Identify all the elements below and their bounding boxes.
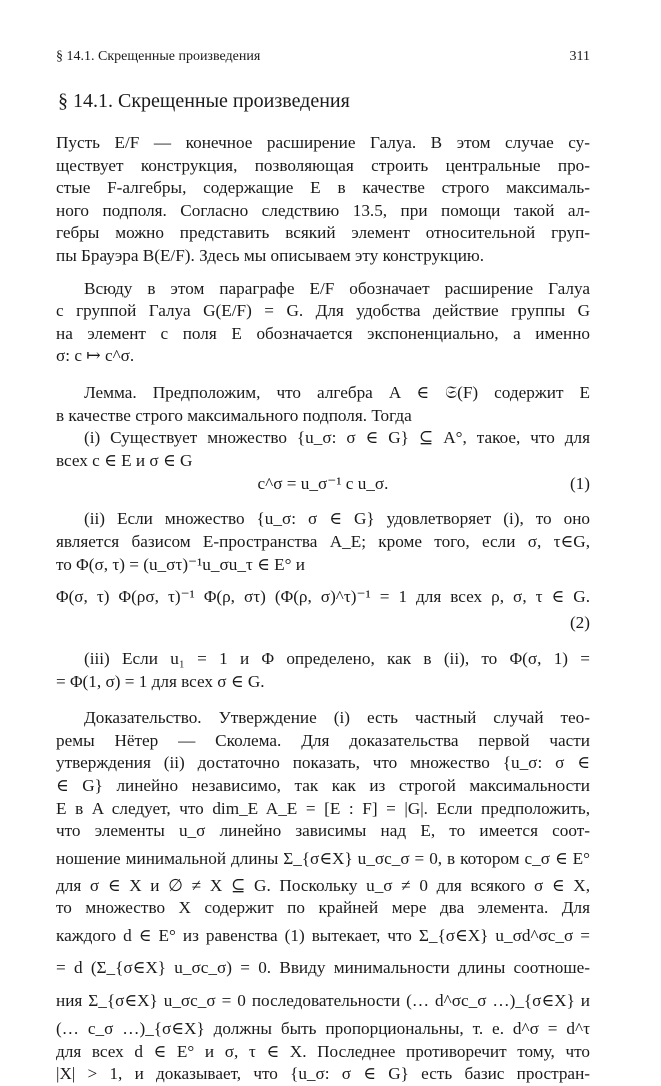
equation-number: (2): [569, 613, 590, 633]
text-line: ∈ G} линейно независимо, так как из строгой максимальности: [56, 776, 590, 796]
page-number: 311: [569, 49, 590, 64]
text-line: является базисом E-пространства A_E; кроме того, если σ, τ∈G,: [56, 531, 590, 551]
text-line: = Φ(1, σ) = 1 для всех σ ∈ G.: [56, 671, 265, 691]
equation-formula: Φ(σ, τ) Φ(ρσ, τ)⁻¹ Φ(ρ, στ) (Φ(ρ, σ)^τ)⁻¹ = 1 для всех ρ, σ, τ ∈ G.: [56, 587, 590, 607]
text-line: то Φ(σ, τ) = (u_στ)⁻¹u_σu_τ ∈ E° и: [56, 554, 306, 574]
running-head: [56, 48, 590, 66]
text-line: с группой Галуа G(E/F) = G. Для удобства действие группы G: [56, 301, 590, 321]
text-line: E в A следует, что dim_E A_E = [E : F] = |G|. Если предположить,: [56, 798, 590, 818]
text-line: для σ ∈ X и ∅ ≠ X ⊆ G. Поскольку u_σ ≠ 0 для всякого σ ∈ X,: [56, 875, 590, 895]
text-line: то множество X содержит по крайней мере два элемента. Для: [56, 898, 590, 918]
text-line: (ii) Если множество {u_σ: σ ∈ G} удовлетворяет (i), то оно: [84, 509, 590, 529]
text-line: Лемма. Предположим, что алгебра A ∈ 𝔖(F) содержит E: [84, 382, 590, 402]
text-line: Доказательство. Утверждение (i) есть частный случай тео-: [84, 708, 590, 728]
text-line: (i) Существует множество {u_σ: σ ∈ G} ⊆ A°, такое, что для: [84, 428, 590, 448]
equation-number: (1): [569, 474, 590, 494]
equation-formula: c^σ = u_σ⁻¹ c u_σ.: [257, 474, 389, 494]
text-line: ношение минимальной длины Σ_{σ∈X} u_σc_σ = 0, в котором c_σ ∈ E°: [56, 848, 590, 868]
text-line: ния Σ_{σ∈X} u_σc_σ = 0 последовательности (… d^σc_σ …)_{σ∈X} и: [56, 991, 590, 1011]
text-line: (… c_σ …)_{σ∈X} должны быть пропорциональны, т. е. d^σ = d^τ: [56, 1019, 590, 1039]
text-line: σ: c ↦ c^σ.: [56, 346, 135, 366]
lemma-statement: [56, 382, 590, 472]
text-line: в качестве строго максимального подполя. Тогда: [56, 405, 412, 425]
lemma-part-ii: [56, 508, 590, 576]
text-line: пы Брауэра B(E/F). Здесь мы описываем эту конструкцию.: [56, 245, 485, 265]
book-page: [56, 48, 590, 1086]
text-line: ществует конструкция, позволяющая строить центральные про-: [56, 155, 590, 175]
paragraph-intro: [56, 132, 590, 268]
text-line: (iii) Если u₁ = 1 и Φ определено, как в (ii), то Φ(σ, 1) =: [84, 649, 590, 669]
text-line: = d (Σ_{σ∈X} u_σc_σ) = 0. Ввиду минимальности длины соотноше-: [56, 958, 590, 978]
text-line: ремы Нётер — Сколема. Для доказательства первой части: [56, 730, 590, 750]
text-line: каждого d ∈ E° из равенства (1) вытекает, что Σ_{σ∈X} u_σd^σc_σ =: [56, 926, 590, 946]
text-line: гебры можно представить всякий элемент относительной груп-: [56, 223, 590, 243]
running-title: § 14.1. Скрещенные произведения: [56, 49, 261, 64]
text-line: утверждения (ii) достаточно показать, что множество {u_σ: σ ∈: [56, 753, 590, 773]
text-line: всех c ∈ E и σ ∈ G: [56, 450, 193, 470]
text-line: Пусть E/F — конечное расширение Галуа. В этом случае су-: [56, 133, 590, 152]
section-title: § 14.1. Скрещенные произведения: [58, 90, 350, 112]
text-line: что элементы u_σ линейно зависимы над E, то имеется соот-: [56, 821, 590, 841]
text-line: |X| > 1, и доказывает, что {u_σ: σ ∈ G} есть базис простран-: [56, 1064, 590, 1084]
lemma-part-iii: [56, 648, 590, 693]
proof: [56, 707, 590, 1086]
text-line: ного подполя. Согласно следствию 13.5, при помощи такой ал-: [56, 200, 590, 220]
paragraph-notation: [56, 278, 590, 368]
text-line: для всех d ∈ E° и σ, τ ∈ X. Последнее противоречит тому, что: [56, 1041, 590, 1061]
text-line: на элемент c поля E обозначается экспоненциально, а именно: [56, 323, 590, 343]
text-line: Всюду в этом параграфе E/F обозначает расширение Галуа: [84, 278, 590, 298]
equation-1: [56, 472, 590, 498]
equation-2: [56, 586, 590, 612]
text-line: стые F-алгебры, содержащие E в качестве строго максималь-: [56, 178, 590, 198]
